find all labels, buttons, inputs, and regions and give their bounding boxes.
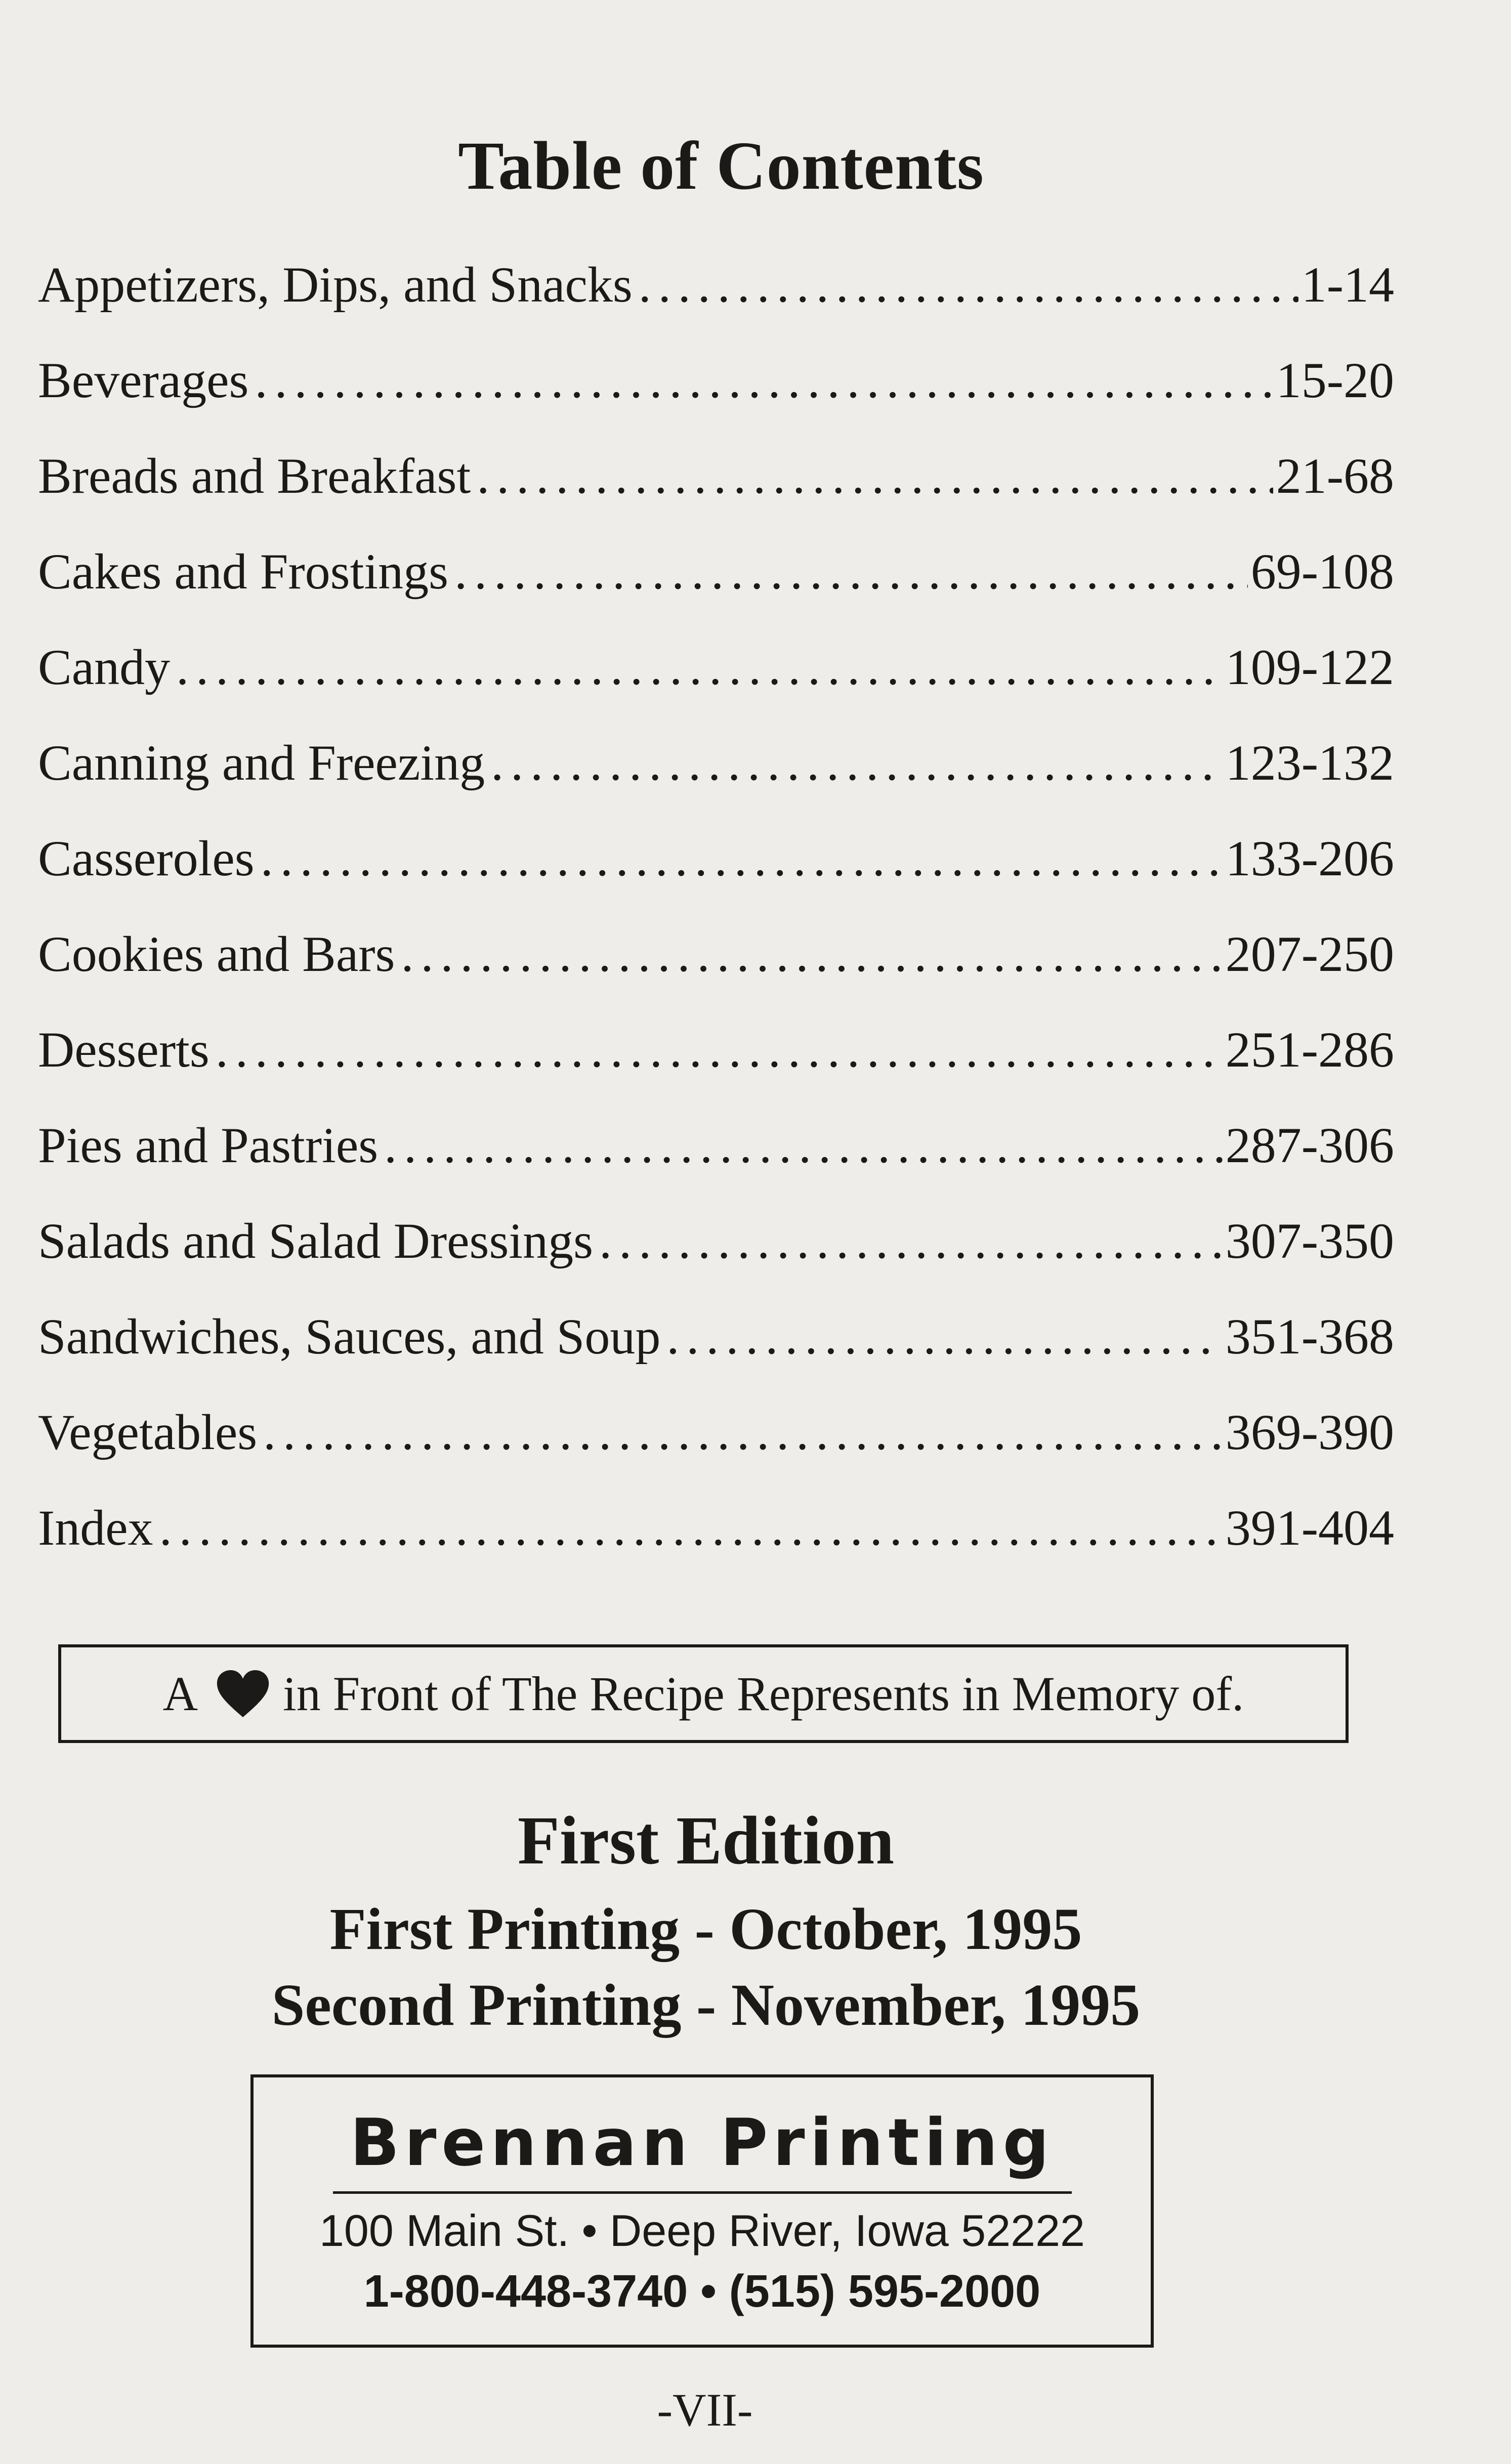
toc-leader-dots bbox=[384, 1116, 1223, 1174]
toc-entry-label: Breads and Breakfast bbox=[38, 448, 471, 504]
toc-leader-dots bbox=[599, 1212, 1223, 1270]
toc-entry-pages: 287-306 bbox=[1225, 1117, 1394, 1173]
heart-icon bbox=[215, 1669, 271, 1719]
toc-entry bbox=[38, 1021, 1394, 1116]
toc-entry-label: Candy bbox=[38, 639, 171, 695]
toc-entry bbox=[38, 925, 1394, 1021]
toc-leader-dots bbox=[401, 925, 1222, 983]
page-number: -VII- bbox=[657, 2384, 753, 2436]
memory-note-prefix: A bbox=[162, 1667, 198, 1721]
toc-leader-dots bbox=[263, 1403, 1223, 1461]
edition-heading: First Edition bbox=[517, 1803, 895, 1879]
toc-leader-dots bbox=[159, 1499, 1223, 1557]
toc-entry-label: Desserts bbox=[38, 1022, 209, 1078]
printer-box bbox=[250, 2074, 1154, 2348]
printer-phone: 1-800-448-3740 • (515) 595-2000 bbox=[363, 2266, 1041, 2317]
toc-entry bbox=[38, 1307, 1394, 1403]
toc-leader-dots bbox=[666, 1307, 1222, 1366]
toc-leader-dots bbox=[491, 734, 1223, 792]
toc-entry bbox=[38, 1403, 1394, 1499]
printer-name: Brennan Printing bbox=[350, 2105, 1055, 2181]
toc-entry bbox=[38, 734, 1394, 829]
toc-entry bbox=[38, 447, 1394, 542]
table-of-contents bbox=[38, 256, 1394, 1594]
toc-entry-label: Beverages bbox=[38, 352, 249, 408]
toc-entry-pages: 69-108 bbox=[1250, 543, 1394, 600]
toc-entry-label: Casseroles bbox=[38, 830, 255, 886]
toc-entry-label: Cookies and Bars bbox=[38, 926, 395, 982]
toc-entry bbox=[38, 1212, 1394, 1307]
toc-leader-dots bbox=[255, 351, 1273, 409]
toc-entry-pages: 123-132 bbox=[1225, 735, 1394, 791]
toc-entry-pages: 1-14 bbox=[1301, 257, 1394, 313]
memory-note-box bbox=[58, 1644, 1349, 1743]
second-printing: Second Printing - November, 1995 bbox=[271, 1972, 1141, 2038]
toc-leader-dots bbox=[454, 542, 1248, 601]
toc-entry bbox=[38, 351, 1394, 447]
toc-entry bbox=[38, 256, 1394, 351]
printer-divider bbox=[333, 2191, 1072, 2194]
toc-entry bbox=[38, 829, 1394, 925]
toc-entry-pages: 391-404 bbox=[1225, 1500, 1394, 1556]
toc-entry-pages: 15-20 bbox=[1276, 352, 1394, 408]
toc-entry bbox=[38, 542, 1394, 638]
toc-entry-label: Index bbox=[38, 1500, 153, 1556]
toc-leader-dots bbox=[176, 638, 1223, 696]
printer-address: 100 Main St. • Deep River, Iowa 52222 bbox=[319, 2205, 1085, 2256]
toc-entry-pages: 21-68 bbox=[1276, 448, 1394, 504]
toc-leader-dots bbox=[216, 1021, 1223, 1079]
toc-leader-dots bbox=[639, 256, 1298, 314]
page-title: Table of Contents bbox=[458, 128, 984, 204]
toc-entry-label: Sandwiches, Sauces, and Soup bbox=[38, 1308, 661, 1365]
toc-entry-label: Cakes and Frostings bbox=[38, 543, 449, 600]
first-printing: First Printing - October, 1995 bbox=[329, 1896, 1082, 1962]
toc-entry-pages: 369-390 bbox=[1225, 1404, 1394, 1460]
toc-entry-label: Appetizers, Dips, and Snacks bbox=[38, 257, 633, 313]
toc-entry-pages: 207-250 bbox=[1225, 926, 1394, 982]
toc-entry-pages: 307-350 bbox=[1225, 1213, 1394, 1269]
toc-entry-label: Canning and Freezing bbox=[38, 735, 485, 791]
toc-entry-label: Salads and Salad Dressings bbox=[38, 1213, 594, 1269]
toc-leader-dots bbox=[261, 829, 1223, 887]
toc-entry-pages: 133-206 bbox=[1225, 830, 1394, 886]
toc-entry-label: Vegetables bbox=[38, 1404, 258, 1460]
toc-entry bbox=[38, 638, 1394, 734]
toc-entry bbox=[38, 1499, 1394, 1594]
toc-entry-label: Pies and Pastries bbox=[38, 1117, 379, 1173]
toc-entry-pages: 351-368 bbox=[1225, 1308, 1394, 1365]
toc-entry bbox=[38, 1116, 1394, 1212]
toc-leader-dots bbox=[477, 447, 1273, 505]
toc-entry-pages: 251-286 bbox=[1225, 1022, 1394, 1078]
memory-note-text: in Front of The Recipe Represents in Memory of. bbox=[283, 1667, 1244, 1721]
toc-entry-pages: 109-122 bbox=[1225, 639, 1394, 695]
